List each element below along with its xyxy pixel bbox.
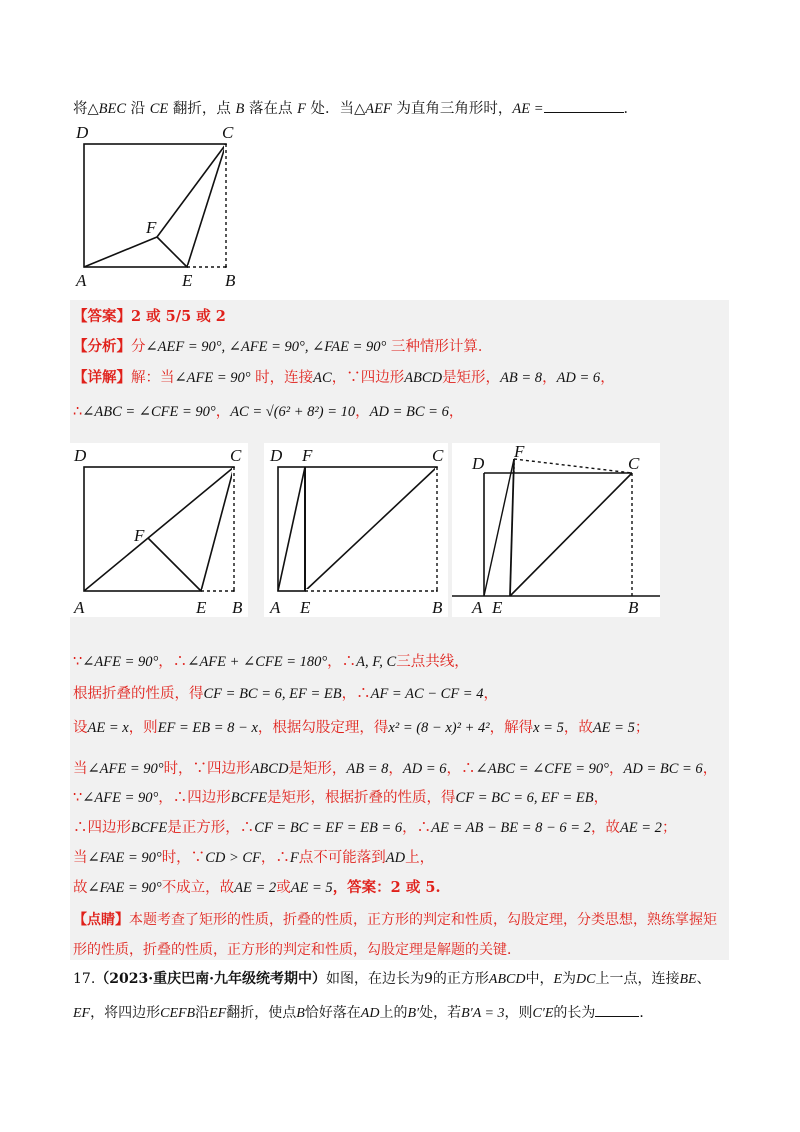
fig1-mask-eb — [202, 589, 233, 593]
detail-line-10: 故∠FAE = 90°不成立，故AE = 2或AE = 5，答案：2 或 5. — [73, 879, 441, 896]
fig2-label-f: F — [302, 446, 313, 465]
fig2-label-a: A — [270, 598, 281, 617]
analysis-line: 【分析】分∠AEF = 90°, ∠AFE = 90°, ∠FAE = 90° 三种情形计算． — [73, 338, 493, 355]
label-c: C — [222, 123, 234, 142]
figure-case-2 — [264, 443, 448, 617]
fig1-label-d: D — [74, 446, 87, 465]
problem17-line-1: 17.（2023·重庆巴南·九年级统考期中）如图，在边长为9的正方形ABCD中，E为DC上一点，连接BE、 — [73, 971, 711, 987]
fig3-label-e: E — [492, 598, 503, 617]
label-f: F — [146, 218, 157, 237]
tip-line-2: 形的性质，折叠的性质，正方形的判定和性质，勾股定理是解题的关键． — [73, 942, 521, 958]
fig1-label-e: E — [196, 598, 207, 617]
problem16-statement: 将△BEC 沿 CE 翻折，点 B 落在点 F 处．当△AEF 为直角三角形时，AE = ． — [73, 98, 638, 119]
rect-abcd — [84, 144, 226, 267]
fig1-label-f: F — [134, 526, 145, 545]
seg-af — [84, 237, 157, 267]
detail-line-7: ∵∠AFE = 90°，∴四边形BCFE是矩形，根据折叠的性质，得CF = BC = 6, EF = EB， — [73, 790, 609, 806]
fig3-label-c: C — [628, 454, 640, 473]
detail-line-3: ∵∠AFE = 90°，∴∠AFE + ∠CFE = 180°，∴A, F, C三点共线， — [73, 654, 469, 670]
figure-case-1 — [70, 443, 248, 617]
label-b: B — [225, 271, 236, 290]
seg-fe — [157, 237, 187, 267]
detail-line-9: 当∠FAE = 90°时，∵CD > CF，∴F点不可能落到AD上， — [73, 850, 435, 866]
detail-line-5: 设AE = x，则EF = EB = 8 − x，根据勾股定理，得x² = (8 − x)² + 4²，解得x = 5，故AE = 5； — [73, 720, 650, 736]
fig3-label-f: F — [514, 443, 525, 461]
answer-line: 【答案】2 或 5/5 或 2 — [73, 308, 226, 325]
label-e: E — [182, 271, 193, 290]
figure-case-3 — [452, 443, 660, 617]
fig2-label-b: B — [432, 598, 443, 617]
seg-ec — [187, 144, 226, 267]
detail-line-1: 【详解】解：当∠AFE = 90° 时，连接AC，∵四边形ABCD是矩形，AB = 8，AD = 6， — [73, 369, 615, 386]
tip-line-1: 【点睛】本题考查了矩形的性质，折叠的性质，正方形的判定和性质，勾股定理，分类思想，熟练掌握矩 — [73, 912, 717, 928]
answer-blank-17 — [595, 1002, 639, 1017]
fig1-label-b: B — [232, 598, 243, 617]
detail-line-8: ∴四边形BCFE是正方形，∴CF = BC = EF = EB = 6，∴AE = AB − BE = 8 − 6 = 2，故AE = 2； — [73, 820, 677, 836]
fig2-label-d: D — [270, 446, 283, 465]
fig3-label-a: A — [472, 598, 483, 617]
label-d: D — [76, 123, 89, 142]
figure-main — [70, 120, 250, 292]
seg-fc — [157, 144, 226, 237]
detail-line-2: ∴∠ABC = ∠CFE = 90°，AC = √(6² + 8²) = 10，AD = BC = 6， — [73, 404, 464, 420]
detail-line-4: 根据折叠的性质，得CF = BC = 6, EF = EB，∴AF = AC − CF = 4， — [73, 686, 498, 702]
problem17-line-2: EF，将四边形CEFB沿EF翻折，使点B恰好落在AD上的B′处，若B′A = 3，则C′E的长为 ． — [73, 1002, 653, 1024]
fig2-label-c: C — [432, 446, 444, 465]
fig2-label-e: E — [300, 598, 311, 617]
fig1-label-c: C — [230, 446, 242, 465]
fig3-label-d: D — [472, 454, 485, 473]
detail-line-6: 当∠AFE = 90°时，∵四边形ABCD是矩形，AB = 8，AD = 6，∴∠ABC = ∠CFE = 90°，AD = BC = 6， — [73, 761, 718, 777]
label-a: A — [76, 271, 87, 290]
fig3-label-b: B — [628, 598, 639, 617]
answer-blank — [544, 98, 624, 113]
fig1-label-a: A — [74, 598, 85, 617]
